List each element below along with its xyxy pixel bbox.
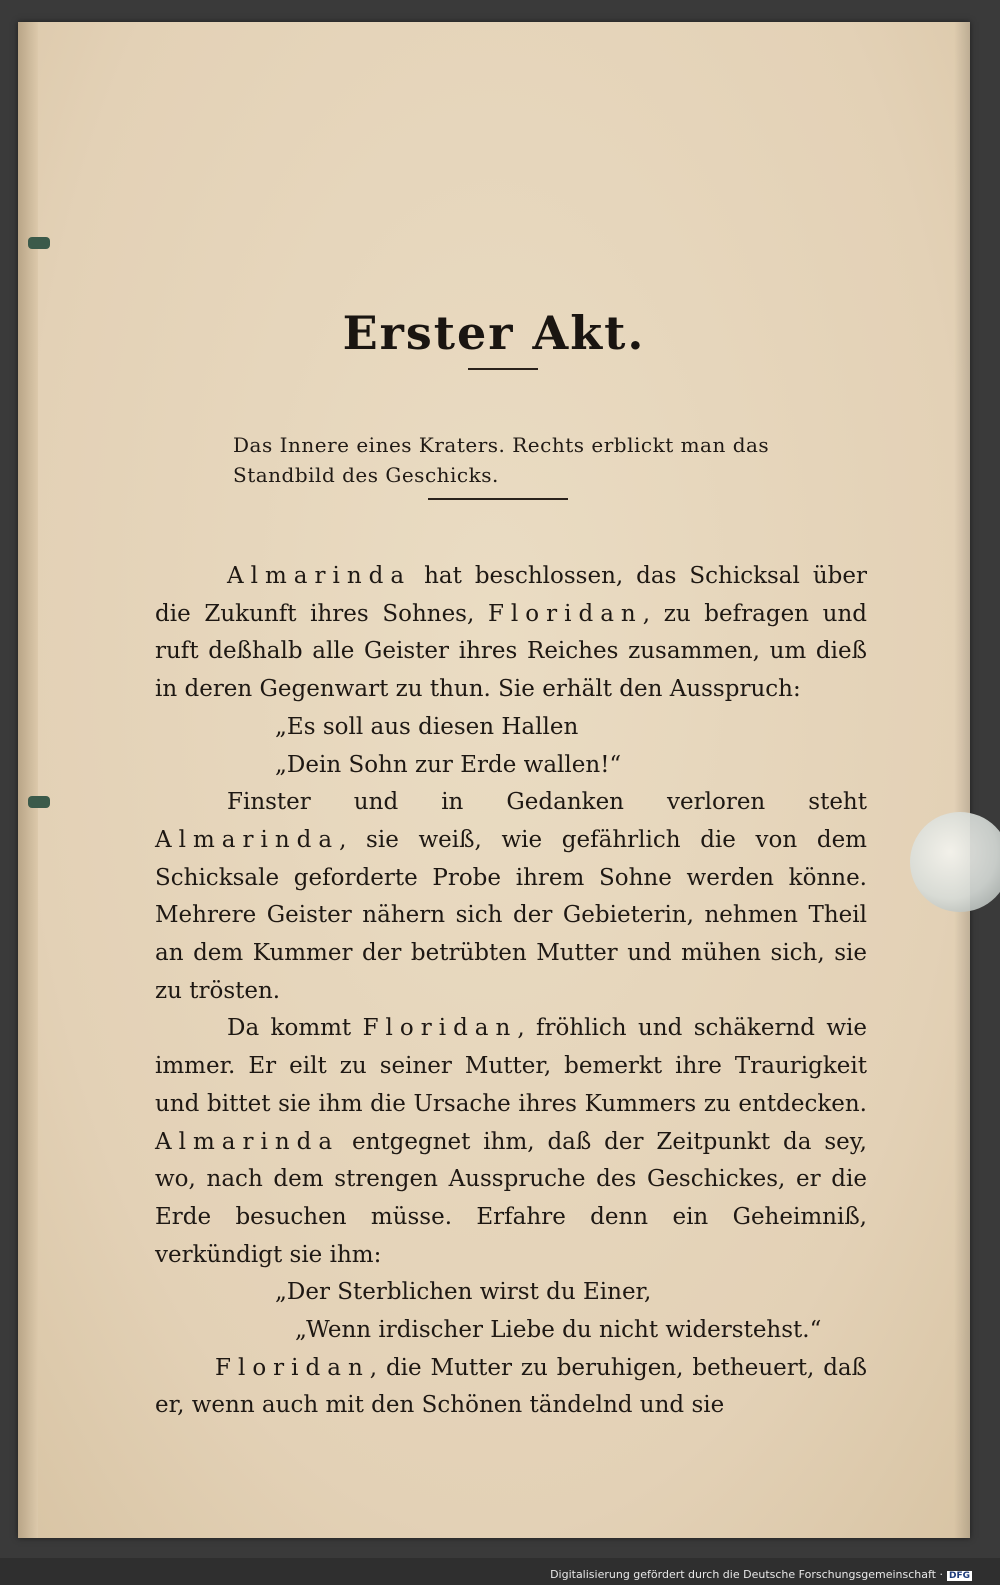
stage-rule (428, 498, 568, 500)
verse-line: „Wenn irdischer Liebe du nicht widerstehst.“ (295, 1317, 822, 1344)
page-spine (18, 22, 38, 1538)
binding-thread (28, 237, 50, 249)
digitization-credit (550, 1568, 972, 1581)
character-name: Almarinda (155, 826, 340, 853)
stage-direction (233, 430, 873, 490)
character-name: Floridan (487, 600, 643, 627)
character-name: Floridan (215, 1354, 370, 1381)
paragraph-text: Da kommt (227, 1015, 363, 1042)
paragraph-text: entgegnet ihm, daß der Zeitpunkt da sey, wo, nach dem strengen Ausspruche des Geschickes, er die Erde besuchen müsse. Erfahre denn ein Geheimniß, verkündigt sie ihm: (155, 1128, 867, 1268)
paragraph (155, 1010, 867, 1274)
verse-line: „Dein Sohn zur Erde wallen!“ (275, 751, 622, 778)
paragraph-text: , sie weiß, wie gefährlich die von dem Schicksale geforderte Probe ihrem Sohne werden könne. Mehrere Geister nähern sich der Gebieterin, nehmen Theil an dem Kummer der betrübten Mutter und mühen sich, sie zu trösten. (155, 826, 867, 1004)
character-name: Floridan (362, 1015, 518, 1042)
character-name: Almarinda (227, 563, 412, 589)
character-name: Almarinda (155, 1128, 340, 1155)
paragraph-text: Finster und in Gedanken verloren steht (227, 789, 867, 816)
paragraph-text: , zu befragen und ruft deßhalb alle Geister ihres Reiches zusammen, um dieß in deren Gegenwart zu thun. Sie erhält den Ausspruch: (155, 600, 867, 703)
binding-thread (28, 796, 50, 808)
paragraph (155, 1350, 867, 1425)
verse-line: „Der Sterblichen wirst du Einer, (275, 1279, 652, 1306)
page-clip (910, 812, 1000, 912)
paragraph-text: , die Mutter zu beruhigen, betheuert, daß er, wenn auch mit den Schönen tändelnd und sie (155, 1354, 867, 1419)
page-edge-shadow (954, 22, 970, 1538)
title-rule (468, 368, 538, 370)
paragraph (155, 558, 867, 709)
book-page (18, 22, 970, 1538)
synopsis-text (155, 558, 867, 1425)
stage-direction-line: Standbild des Geschicks. (233, 463, 499, 487)
paragraph-text: hat beschlossen, das Schicksal über die Zukunft ihres Sohnes, (155, 563, 867, 627)
paragraph (155, 784, 867, 1010)
act-title: Erster Akt. (342, 306, 646, 360)
paragraph-text: , fröhlich und schäkernd wie immer. Er eilt zu seiner Mutter, bemerkt ihre Traurigkeit und bittet sie ihm die Ursache ihres Kummers zu entdecken. (155, 1015, 868, 1117)
verse-line: „Es soll aus diesen Hallen (275, 713, 579, 740)
dfg-logo: DFG (948, 1571, 970, 1581)
credit-text: Digitalisierung gefördert durch die Deutsche Forschungsgemeinschaft · (550, 1568, 943, 1581)
stage-direction-line: Das Innere eines Kraters. Rechts erblickt man das (233, 433, 770, 457)
